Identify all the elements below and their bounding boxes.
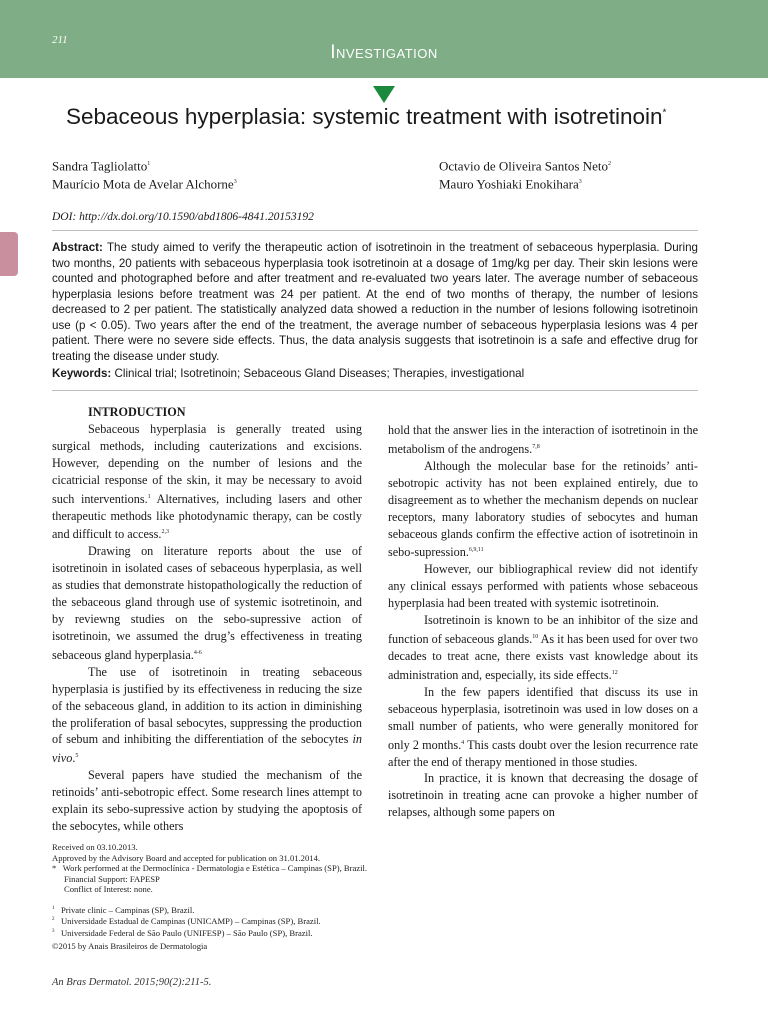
affiliation: $^1$ Private clinic – Campinas (SP), Brazil. xyxy=(52,904,195,915)
received-note: Received on 03.10.2013. Approved by the Advisory Board and accepted for publication on 31.01.2014. xyxy=(52,842,321,863)
authors-left xyxy=(52,156,237,193)
author: Mauro Yoshiaki Enokihara$^3$ xyxy=(439,176,582,192)
author: Octavio de Oliveira Santos Neto$^2$ xyxy=(439,158,611,174)
paragraph: Drawing on literature reports about the use of isotretinoin in isolated cases of sebaceous hyperplasia, as well as studies that demonstrate histopathologically the reduction of the sebaceous gland through use of systemic isotretinoin, and by reviewng studies on the sebo-supressive action of isotretinoin, we assumed the drug’s effectiveness in treating sebaceous gland hyperplasia.$^{4-6}$ xyxy=(52,544,362,662)
title-footnote-mark: * xyxy=(662,107,667,119)
section-heading: INTRODUCTION xyxy=(88,405,186,419)
authors-right xyxy=(439,156,611,193)
paragraph: However, our bibliographical review did not identify any clinical essays performed with patients whose sebaceous hyperplasia had been treated with systemic isotretinoin. xyxy=(388,562,698,611)
side-tab xyxy=(0,232,18,276)
affiliations xyxy=(52,904,321,938)
body-column-left xyxy=(52,404,362,835)
doi-link[interactable]: DOI: http://dx.doi.org/10.1590/abd1806-4841.20153192 xyxy=(52,211,314,223)
header-band xyxy=(0,0,768,78)
abstract-text: The study aimed to verify the therapeutic action of isotretinoin in the treatment of sebaceous hyperplasia. During two months, 20 patients with sebaceous hyperplasia took isotretinoin at a dosage of 1mg/kg per day. Their skin lesions were counted and photographed before and after treatment and re-evaluated two years later. The average number of sebaceous hyperplasia lesions before treatment was 24 per patient. At the end of two months of therapy, the number of lesions decreased to 2 per patient. The statistically analyzed data showed a reduction in the number of lesions following isotretinoin use (p < 0.05). Two years after the end of the treatment, the average number of sebaceous hyperplasia lesions was 4 per patient. There were no severe side effects. Thus, the data analysis suggests that isotretinoin is a safe and effective drug for treating the disease under study. xyxy=(52,241,698,363)
paragraph: Although the molecular base for the retinoids’ anti-sebotropic activity has not been explained entirely, due to disagreement as to whether the mechanism depends on nuclear receptors, many laboratory studies of sebocytes and human sebaceous glands confirm the effective action of isotretinoin in sebo-supression.$^{6,9,11}$ xyxy=(388,458,698,560)
journal-reference: An Bras Dermatol. 2015;90(2):211-5. xyxy=(52,977,212,988)
article-title xyxy=(66,104,726,130)
paragraph: hold that the answer lies in the interaction of isotretinoin in the metabolism of the androgens.$^{7,8}$ xyxy=(388,423,698,456)
affiliation: $^3$ Universidade Federal de São Paulo (UNIFESP) – São Paulo (SP), Brazil. xyxy=(52,927,313,938)
paragraph: Isotretinoin is known to be an inhibitor of the size and function of sebaceous glands.$^{10}$ As it has been used for over two decades to treat acne, there exists vast knowledge about its administration and, especially, its side effects.$^{12}$ xyxy=(388,613,698,682)
author: Sandra Tagliolatto$^1$ xyxy=(52,158,151,174)
section-title: Investigation xyxy=(330,42,438,63)
keywords-label: Keywords: xyxy=(52,367,112,380)
keywords-text: Clinical trial; Isotretinoin; Sebaceous Gland Diseases; Therapies, investigational xyxy=(114,367,525,380)
divider xyxy=(52,230,698,231)
body-column-right xyxy=(388,422,698,821)
work-note: * Work performed at the Dermoclínica - Dermatologia e Estética – Campinas (SP), Brazil. Financial Support: FAPESP Conflict of Interest: none. xyxy=(52,863,368,895)
author: Maurício Mota de Avelar Alchorne$^3$ xyxy=(52,176,237,192)
copyright: ©2015 by Anais Brasileiros de Dermatologia xyxy=(52,941,208,951)
affiliation: $^2$ Universidade Estadual de Campinas (UNICAMP) – Campinas (SP), Brazil. xyxy=(52,916,321,927)
abstract xyxy=(52,240,698,364)
abstract-label: Abstract: xyxy=(52,241,103,254)
article-title-text: Sebaceous hyperplasia: systemic treatment with isotretinoin xyxy=(66,104,663,129)
triangle-marker-icon xyxy=(373,86,395,103)
page-number: 211 xyxy=(52,34,68,46)
divider xyxy=(52,390,698,391)
paragraph: The use of isotretinoin in treating sebaceous hyperplasia is justified by its effectiveness in reducing the size of the sebaceous gland, in addition to its action in diminishing the proliferation of basal sebocytes, suppressing the production of sebum and inhibiting the differentiation of the sebocytes in vivo.$^5$ xyxy=(52,664,362,766)
paragraph: Sebaceous hyperplasia is generally treated using surgical methods, including cauterizations and excisions. However, depending on the number of lesions and the cicatricial response of the skin, it may be necessary to avoid such interventions.$^1$ Alternatives, including lasers and other therapeutic methods like photodynamic therapy, can be costly and difficult to access.$^{2,3}$ xyxy=(52,421,362,542)
paragraph: Several papers have studied the mechanism of the retinoids’ anti-sebotropic effect. Some research lines attempt to explain its sebo-supressive action by studying the apoptosis of the sebocytes, while others xyxy=(52,768,362,833)
paragraph: In practice, it is known that decreasing the dosage of isotretinoin in treating acne can provoke a higher number of relapses, although some papers on xyxy=(388,771,698,820)
paragraph: In the few papers identified that discuss its use in sebaceous hyperplasia, isotretinoin was used in low doses on a small number of patients, who were generally monitored for only 2 months.$^4$ This casts doubt over the lesion recurrence rate after the end of therapy mentioned in those studies. xyxy=(388,684,699,769)
keywords xyxy=(52,367,698,380)
